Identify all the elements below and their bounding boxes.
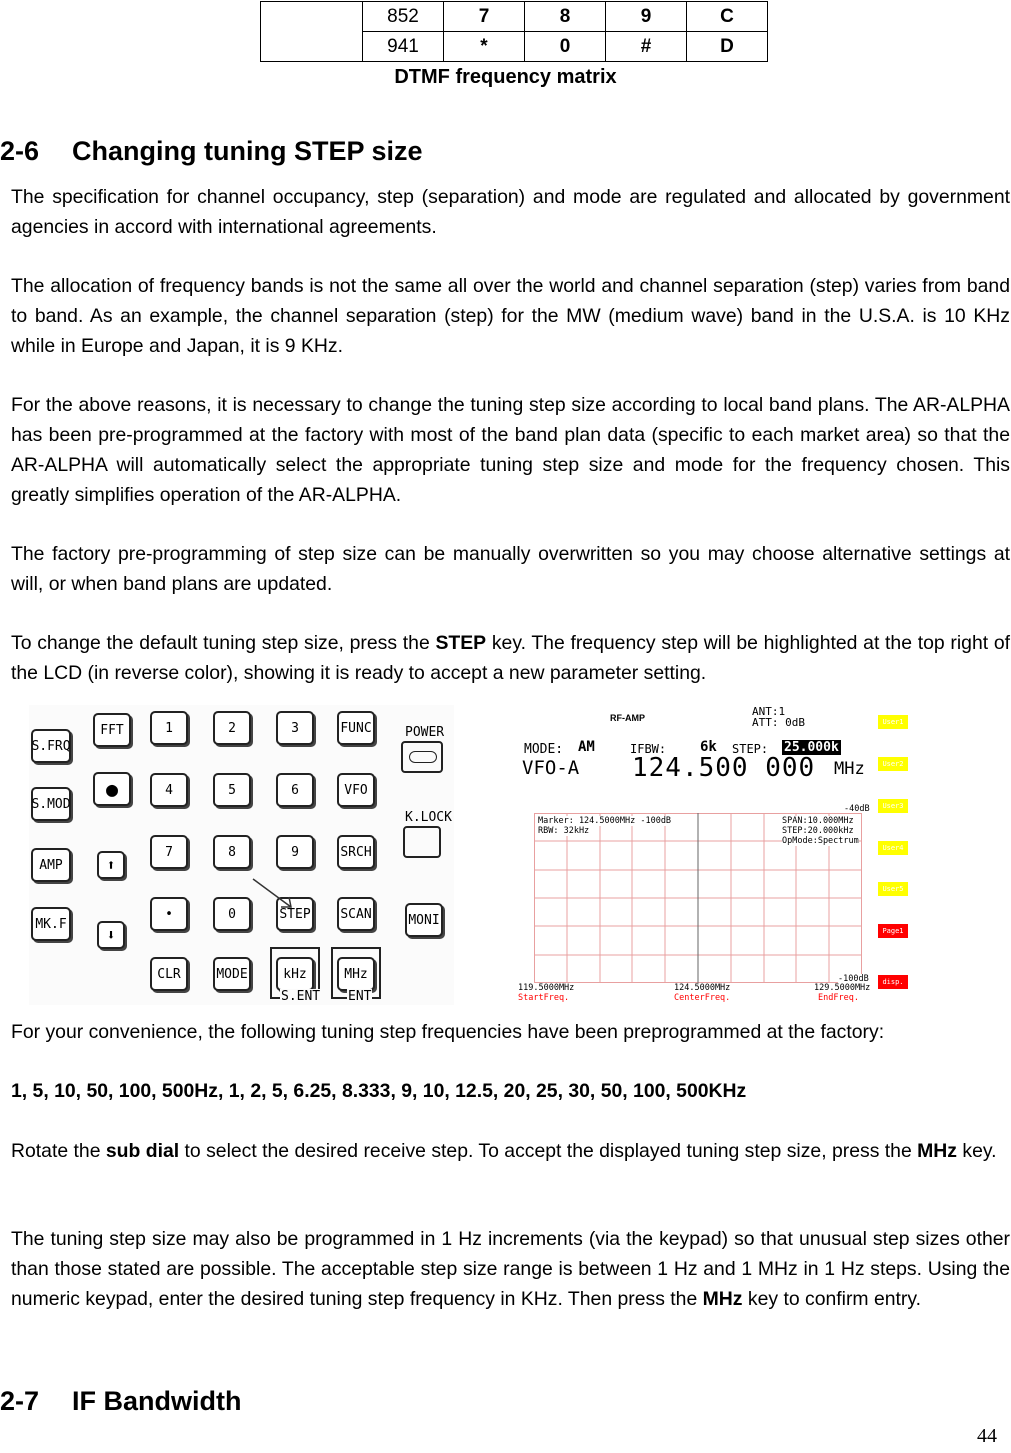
scan-key[interactable]: SCAN	[337, 897, 375, 931]
table-cell: C	[687, 2, 768, 32]
user5-button[interactable]: User5	[878, 882, 908, 896]
center-freq-label: CenterFreq.	[674, 993, 731, 1003]
sub-dial-ref: sub dial	[105, 1140, 180, 1162]
section-title: Changing tuning STEP size	[72, 136, 423, 166]
mkf-key[interactable]: MK.F	[31, 907, 71, 941]
smod-key[interactable]: S.MOD	[31, 787, 71, 821]
dot-key[interactable]: •	[150, 897, 188, 931]
key-6[interactable]: 6	[276, 773, 314, 807]
func-key[interactable]: FUNC	[337, 711, 375, 745]
opmode-readout: OpMode:Spectrum	[782, 836, 859, 846]
khz-key[interactable]: kHz	[276, 957, 314, 991]
power-switch-icon	[409, 751, 437, 763]
mhz-key-ref: MHz	[917, 1140, 957, 1162]
paragraph-6: For your convenience, the following tuning step frequencies have been preprogrammed at the factory:	[11, 1021, 885, 1043]
user2-button[interactable]: User2	[878, 757, 908, 771]
dtmf-table	[260, 1, 768, 62]
text-run: Rotate the	[11, 1140, 106, 1162]
table-row	[261, 2, 768, 32]
table-caption: DTMF frequency matrix	[394, 66, 617, 88]
table-cell: 7	[444, 2, 525, 32]
key-4[interactable]: 4	[150, 773, 188, 807]
section-heading-2-6	[0, 136, 423, 167]
end-freq-label: EndFreq.	[818, 993, 859, 1003]
mode-label: MODE:	[524, 742, 564, 757]
step-info-readout: STEP:20.000kHz	[782, 826, 854, 836]
bottom-db-label: -100dB	[838, 974, 869, 984]
text-run: to select the desired receive step. To accept the displayed tuning step size, press the	[179, 1140, 918, 1162]
srch-key[interactable]: SRCH	[337, 835, 375, 869]
pointer-arrow-icon	[249, 875, 299, 915]
key-2[interactable]: 2	[213, 711, 251, 745]
user1-button[interactable]: User1	[878, 715, 908, 729]
table-cell: 9	[606, 2, 687, 32]
section-heading-2-7	[0, 1386, 241, 1417]
section-number: 2-7	[0, 1386, 40, 1416]
step-list: 1, 5, 10, 50, 100, 500Hz, 1, 2, 5, 6.25, 8.333, 9, 10, 12.5, 20, 25, 30, 50, 100, 500KHz	[11, 1080, 747, 1102]
key-5[interactable]: 5	[213, 773, 251, 807]
paragraph-1: The specification for channel occupancy, step (separation) and mode are regulated and allocated by government agencies in accord with international agreements.	[11, 186, 1010, 238]
up-arrow-key[interactable]: ⬆	[97, 851, 125, 879]
att-readout: ATT: 0dB	[752, 716, 805, 729]
key-8[interactable]: 8	[213, 835, 251, 869]
ant-readout: ANT:1	[752, 705, 786, 718]
paragraph-2: The allocation of frequency bands is not the same all over the world and channel separation (step) varies from band to band. As an example, the channel separation (step) for the MW (medium wave) band in the U.S.A. is 10 KHz while in Europe and Japan, it is 9 KHz.	[11, 275, 1010, 357]
table-cell: 852	[363, 2, 444, 32]
amp-key[interactable]: AMP	[31, 848, 71, 882]
frequency-readout: 124.500 000	[632, 753, 816, 783]
user4-button[interactable]: User4	[878, 841, 908, 855]
key-7[interactable]: 7	[150, 835, 188, 869]
section-title: IF Bandwidth	[72, 1386, 242, 1416]
end-freq: 129.5000MHz	[814, 983, 871, 993]
table-cell: *	[444, 32, 525, 62]
power-label: POWER	[405, 725, 445, 740]
ifbw-label: IFBW:	[630, 742, 667, 756]
paragraph-3: For the above reasons, it is necessary to change the tuning step size according to local band plans. The AR-ALPHA has been pre-programmed at the factory with most of the band plan data (specific to each market area) so that the AR-ALPHA will automatically select the appropriate tuning step size and mode for the frequency chosen. This greatly simplifies operation of the AR-ALPHA.	[11, 394, 1010, 506]
table-cell: #	[606, 32, 687, 62]
span-readout: SPAN:10.000MHz	[782, 816, 854, 826]
sfrq-key[interactable]: S.FRQ	[31, 729, 71, 763]
moni-key[interactable]: MONI	[405, 903, 443, 937]
paragraph-8	[11, 1224, 1010, 1314]
key-0[interactable]: 0	[213, 897, 251, 931]
sent-label: S.ENT	[281, 989, 321, 1004]
vfo-label: VFO-A	[522, 757, 580, 779]
user3-button[interactable]: User3	[878, 799, 908, 813]
mode-key[interactable]: MODE	[213, 957, 251, 991]
fft-key[interactable]: FFT	[93, 713, 131, 747]
key-9[interactable]: 9	[276, 835, 314, 869]
table-cell: 941	[363, 32, 444, 62]
text-run: The tuning step size may also be programmed in 1 Hz increments (via the keypad) so that unusual step sizes other than those stated are possible. The acceptable step size range is between 1 Hz and 1 MHz in 1 Hz steps. Using the numeric keypad, enter the desired tuning step frequency in KHz. Then press the	[11, 1228, 1010, 1310]
ent-label: ENT	[348, 989, 372, 1004]
table-cell-blank	[261, 2, 363, 62]
start-freq: 119.5000MHz	[518, 983, 575, 993]
start-freq-label: StartFreq.	[518, 993, 570, 1003]
klock-button[interactable]	[403, 826, 441, 858]
freq-unit: MHz	[834, 759, 865, 779]
paragraph-5	[11, 628, 1010, 688]
mhz-key-ref: MHz	[702, 1288, 743, 1310]
table-cell: D	[687, 32, 768, 62]
rf-amp-label: RF-AMP	[610, 713, 645, 723]
rbw-readout: RBW: 32kHz	[538, 826, 590, 836]
lcd-display	[514, 703, 912, 1005]
step-value-highlight: 25.000k	[784, 740, 839, 755]
page1-button[interactable]: Page1	[878, 924, 908, 938]
center-freq: 124.5000MHz	[674, 983, 731, 993]
key-1[interactable]: 1	[150, 711, 188, 745]
step-label: STEP:	[732, 742, 769, 756]
keypad-illustration	[29, 705, 454, 1005]
step-key-ref: STEP	[435, 632, 487, 654]
ifbw-value: 6k	[700, 739, 717, 755]
klock-label: K.LOCK	[405, 810, 452, 825]
down-arrow-key[interactable]: ⬇	[97, 921, 125, 949]
vfo-key[interactable]: VFO	[337, 773, 375, 807]
table-cell: 8	[525, 2, 606, 32]
paragraph-7	[11, 1136, 1010, 1166]
knob-key[interactable]: ●	[93, 772, 131, 806]
clr-key[interactable]: CLR	[150, 957, 188, 991]
key-3[interactable]: 3	[276, 711, 314, 745]
marker-readout: Marker: 124.5000MHz -100dB	[538, 816, 672, 826]
text-run: key.	[957, 1140, 997, 1162]
section-number: 2-6	[0, 136, 40, 166]
step-key[interactable]: STEP	[276, 897, 314, 931]
disp-button[interactable]: disp.	[878, 975, 908, 989]
table-cell: 0	[525, 32, 606, 62]
text-run: key. The frequency step will be highlighted at the top right of the LCD (in reverse color), showing it is ready to accept a new parameter setting.	[11, 632, 1010, 684]
text-run: To change the default tuning step size, press the	[11, 632, 436, 654]
power-button[interactable]	[401, 741, 443, 773]
text-run: key to confirm entry.	[742, 1288, 922, 1310]
paragraph-4: The factory pre-programming of step size can be manually overwritten so you may choose alternative settings at will, or when band plans are updated.	[11, 543, 1010, 595]
page-number: 44	[977, 1425, 997, 1447]
mode-value: AM	[578, 739, 595, 755]
top-db-label: -40dB	[844, 804, 870, 814]
mhz-key[interactable]: MHz	[337, 957, 375, 991]
